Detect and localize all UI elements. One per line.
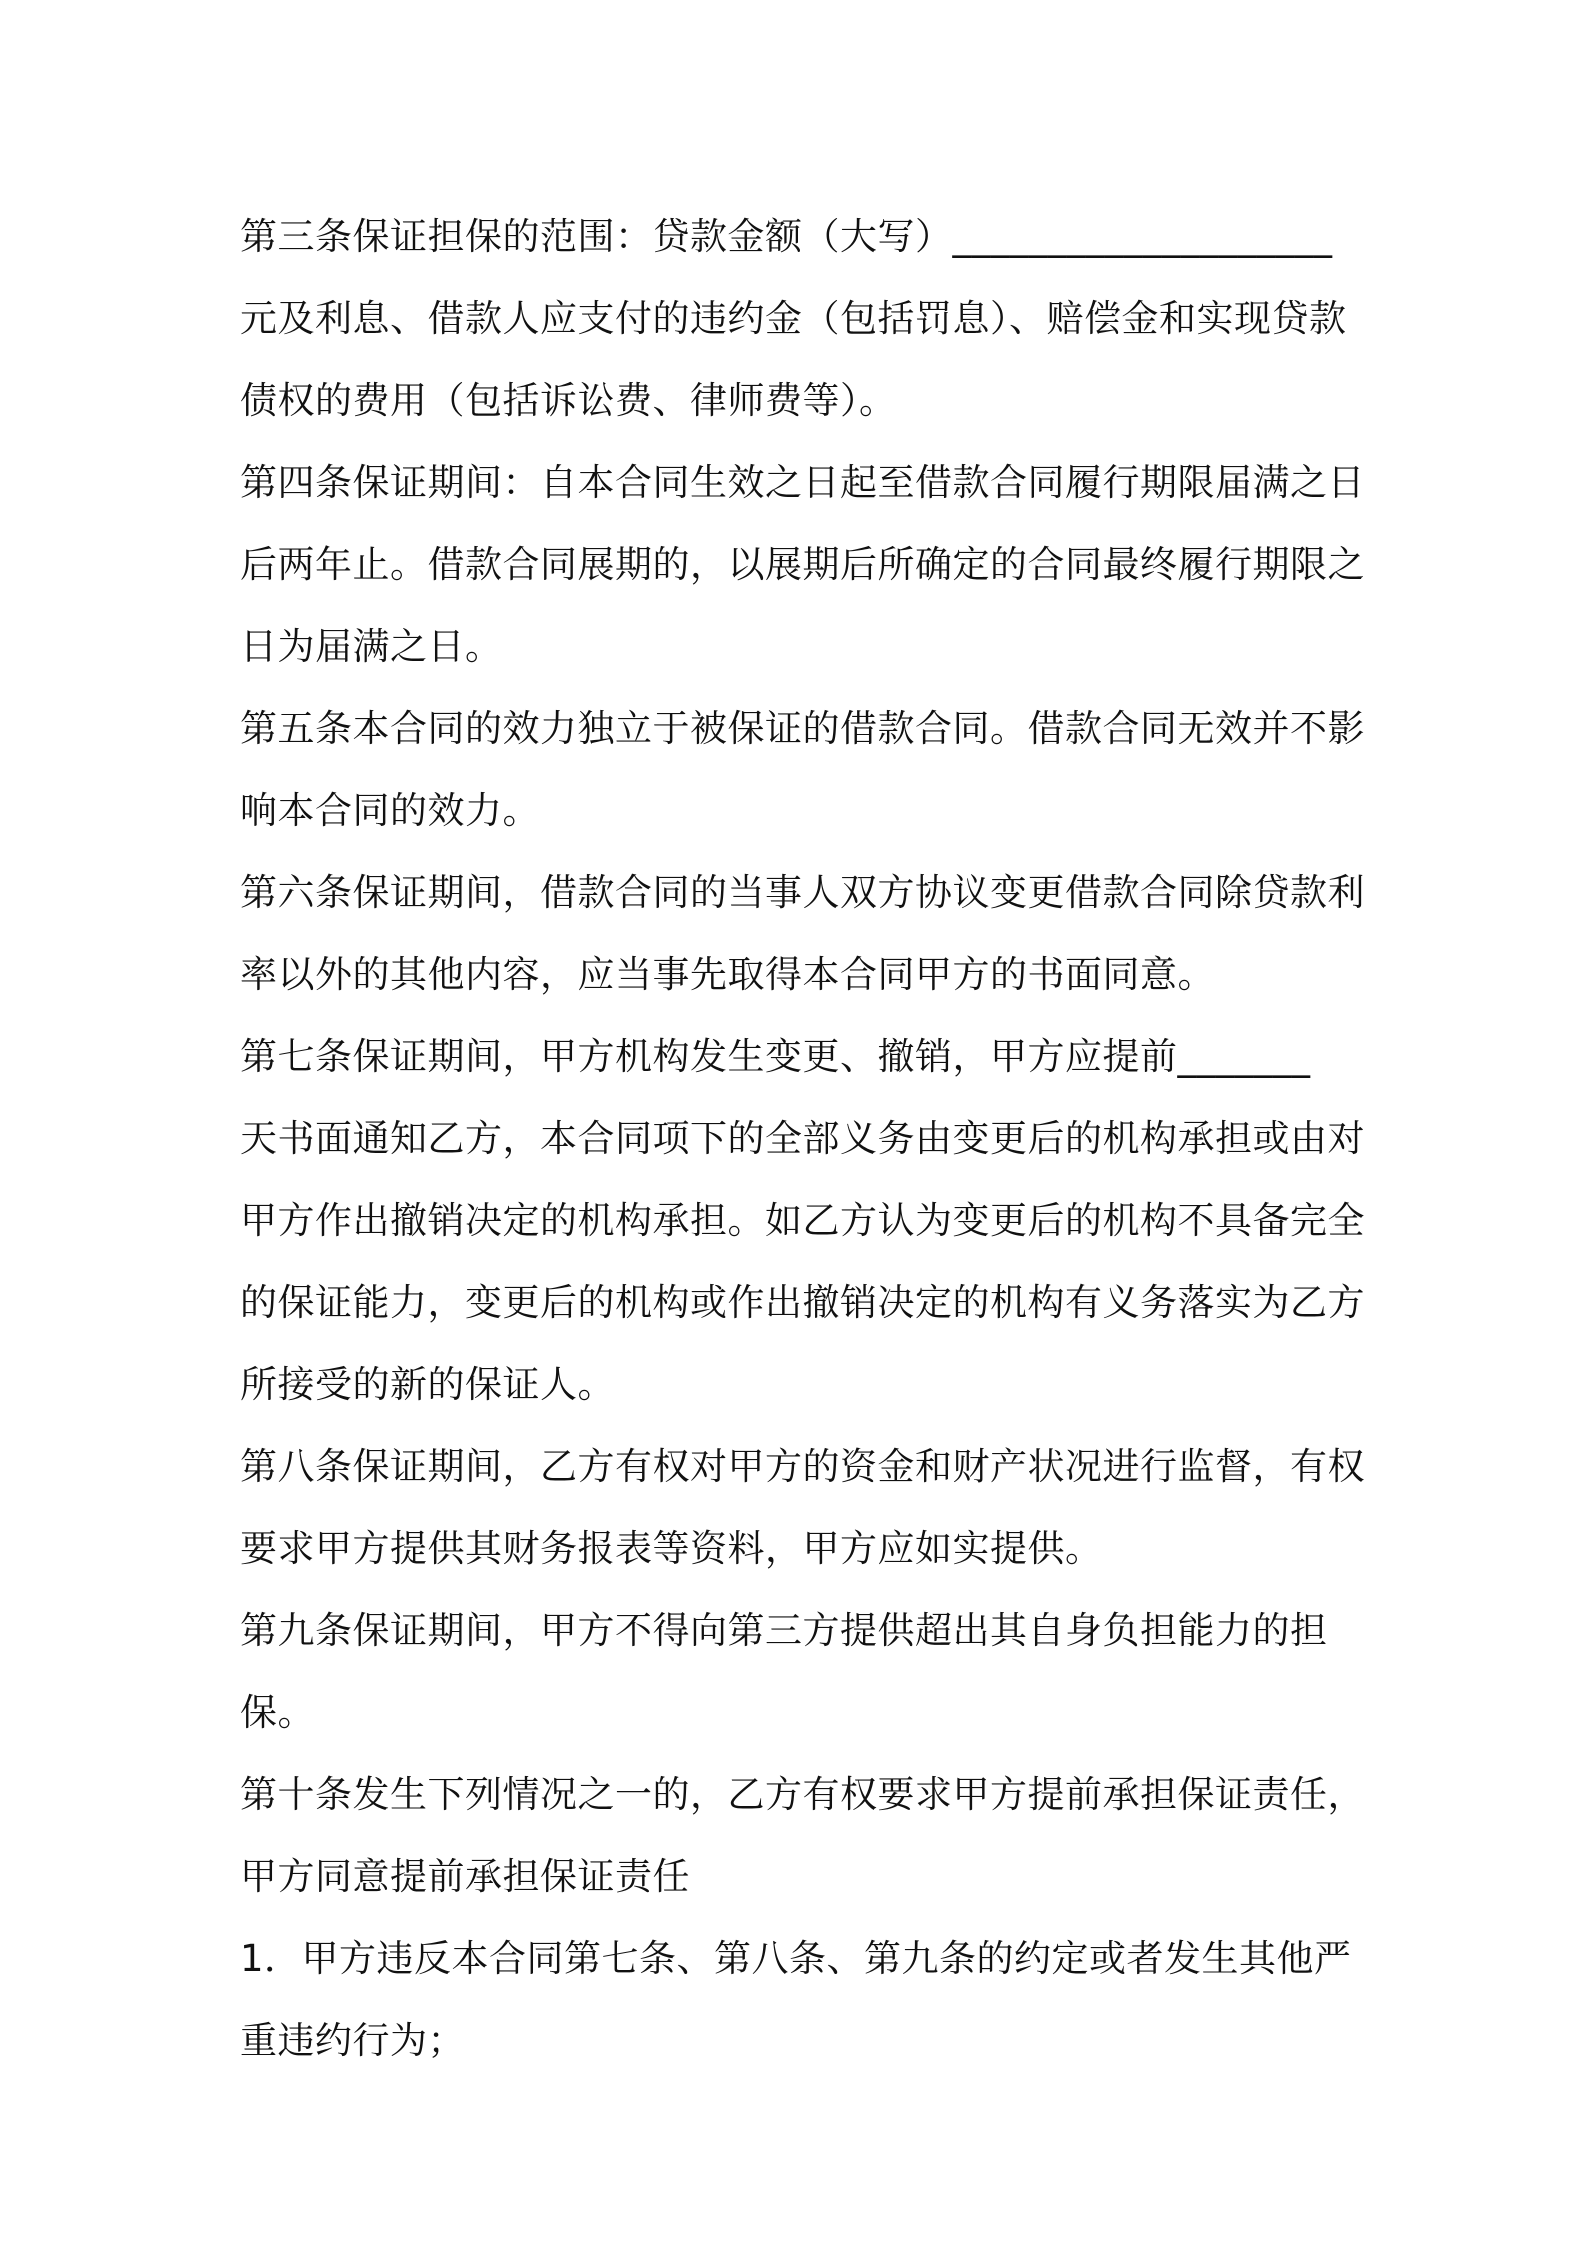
clause-4-paragraph: 第四条保证期间：自本合同生效之日起至借款合同履行期限届满之日 后两年止。借款合同展期的，以展期后所确定的合同最终履行期限之 日为届满之日。: [240, 461, 1365, 668]
clause-10-paragraph: 第十条发生下列情况之一的，乙方有权要求甲方提前承担保证责任， 甲方同意提前承担保证责任: [240, 1773, 1365, 1898]
clause-5-paragraph: 第五条本合同的效力独立于被保证的借款合同。借款合同无效并不影 响本合同的效力。: [240, 707, 1365, 832]
document-body: [240, 196, 1370, 2082]
clause-9-paragraph: 第九条保证期间，甲方不得向第三方提供超出其自身负担能力的担保。: [240, 1609, 1328, 1734]
clause-8-paragraph: 第八条保证期间，乙方有权对甲方的资金和财产状况进行监督，有权 要求甲方提供其财务报表等资料，甲方应如实提供。: [240, 1445, 1365, 1570]
clause-10-item-1: 1．甲方违反本合同第七条、第八条、第九条的约定或者发生其他严 重违约行为；: [240, 1937, 1352, 2062]
clause-7-paragraph: 第七条保证期间，甲方机构发生变更、撤销，甲方应提前_______ 天书面通知乙方，本合同项下的全部义务由变更后的机构承担或由对 甲方作出撤销决定的机构承担。如乙方认为变更后的机构不具备完全 的保证能力，变更后的机构或作出撤销决定的机构有义务落实为乙方 所接受的新的保证人。: [240, 1035, 1365, 1406]
clause-6-paragraph: 第六条保证期间，借款合同的当事人双方协议变更借款合同除贷款利 率以外的其他内容，应当事先取得本合同甲方的书面同意。: [240, 871, 1365, 996]
clause-3-paragraph: 第三条保证担保的范围：贷款金额（大写）____________________ 元及利息、借款人应支付的违约金（包括罚息）、赔偿金和实现贷款 债权的费用（包括诉讼费、律师费等）。: [240, 215, 1347, 422]
